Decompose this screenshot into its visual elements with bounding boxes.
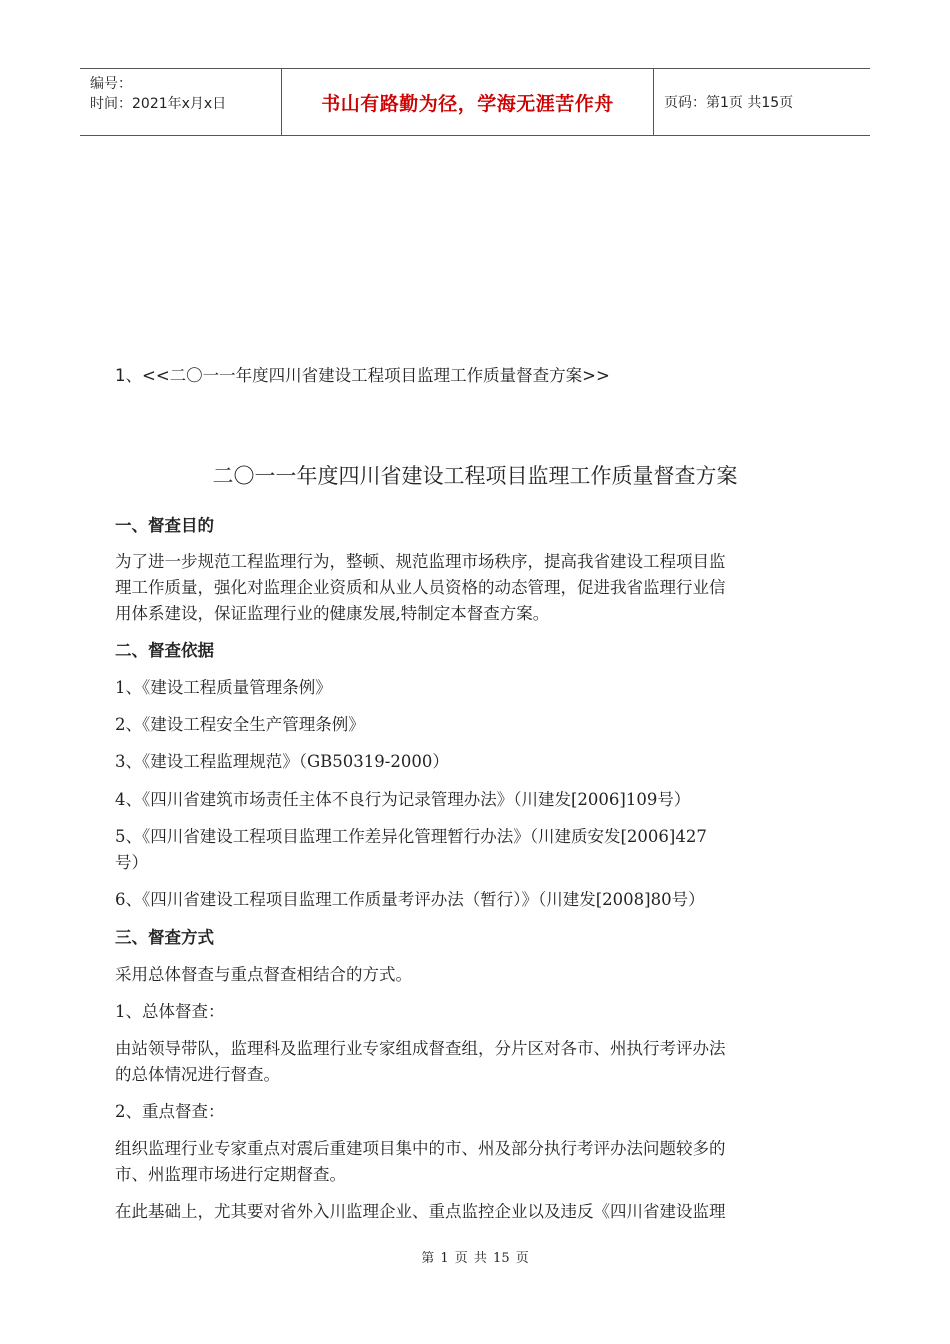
header-page-info: 页码：第1页 共15页 xyxy=(664,95,794,111)
list-item: 6、《四川省建设工程项目监理工作质量考评办法（暂行）》（川建发[2008]80号） xyxy=(115,890,705,909)
paragraph-line: 市、州监理市场进行定期督查。 xyxy=(115,1165,346,1184)
list-item-continuation: 号） xyxy=(115,853,148,872)
document-title: 二〇一一年度四川省建设工程项目监理工作质量督查方案 xyxy=(212,464,738,488)
page-footer: 第 1 页 共 15 页 xyxy=(421,1251,529,1266)
list-item: 4、《四川省建筑市场责任主体不良行为记录管理办法》（川建发[2006]109号） xyxy=(115,790,691,809)
header-motto: 书山有路勤为径，学海无涯苦作舟 xyxy=(321,92,614,115)
subheading: 1、总体督查： xyxy=(115,1002,225,1021)
paragraph-line: 在此基础上，尤其要对省外入川监理企业、重点监控企业以及违反《四川省建设监理 xyxy=(115,1202,726,1221)
document-header xyxy=(80,68,870,136)
list-item: 2、《建设工程安全生产管理条例》 xyxy=(115,715,365,734)
list-item: 3、《建设工程监理规范》（GB50319-2000） xyxy=(115,752,449,771)
paragraph-line: 采用总体督查与重点督查相结合的方式。 xyxy=(115,965,412,984)
header-divider xyxy=(653,69,654,135)
paragraph-line: 的总体情况进行督查。 xyxy=(115,1065,280,1084)
time-label: 时间：2021年x月x日 xyxy=(90,96,227,112)
list-item: 1、《建设工程质量管理条例》 xyxy=(115,678,332,697)
document-reference: 1、<<二〇一一年度四川省建设工程项目监理工作质量督查方案>> xyxy=(115,366,610,385)
section-heading: 二、督查依据 xyxy=(115,641,214,660)
paragraph-line: 由站领导带队，监理科及监理行业专家组成督查组，分片区对各市、州执行考评办法 xyxy=(115,1039,726,1058)
section-heading: 三、督查方式 xyxy=(115,928,214,947)
number-label: 编号： xyxy=(90,76,132,92)
paragraph-line: 理工作质量，强化对监理企业资质和从业人员资格的动态管理，促进我省监理行业信 xyxy=(115,578,726,597)
paragraph-line: 用体系建设，保证监理行业的健康发展,特制定本督查方案。 xyxy=(115,604,550,623)
paragraph-line: 组织监理行业专家重点对震后重建项目集中的市、州及部分执行考评办法问题较多的 xyxy=(115,1139,726,1158)
list-item: 5、《四川省建设工程项目监理工作差异化管理暂行办法》（川建质安发[2006]427 xyxy=(115,827,707,846)
subheading: 2、重点督查： xyxy=(115,1102,225,1121)
section-heading: 一、督查目的 xyxy=(115,516,214,535)
header-meta xyxy=(80,69,280,135)
paragraph-line: 为了进一步规范工程监理行为，整顿、规范监理市场秩序，提高我省建设工程项目监 xyxy=(115,552,726,571)
